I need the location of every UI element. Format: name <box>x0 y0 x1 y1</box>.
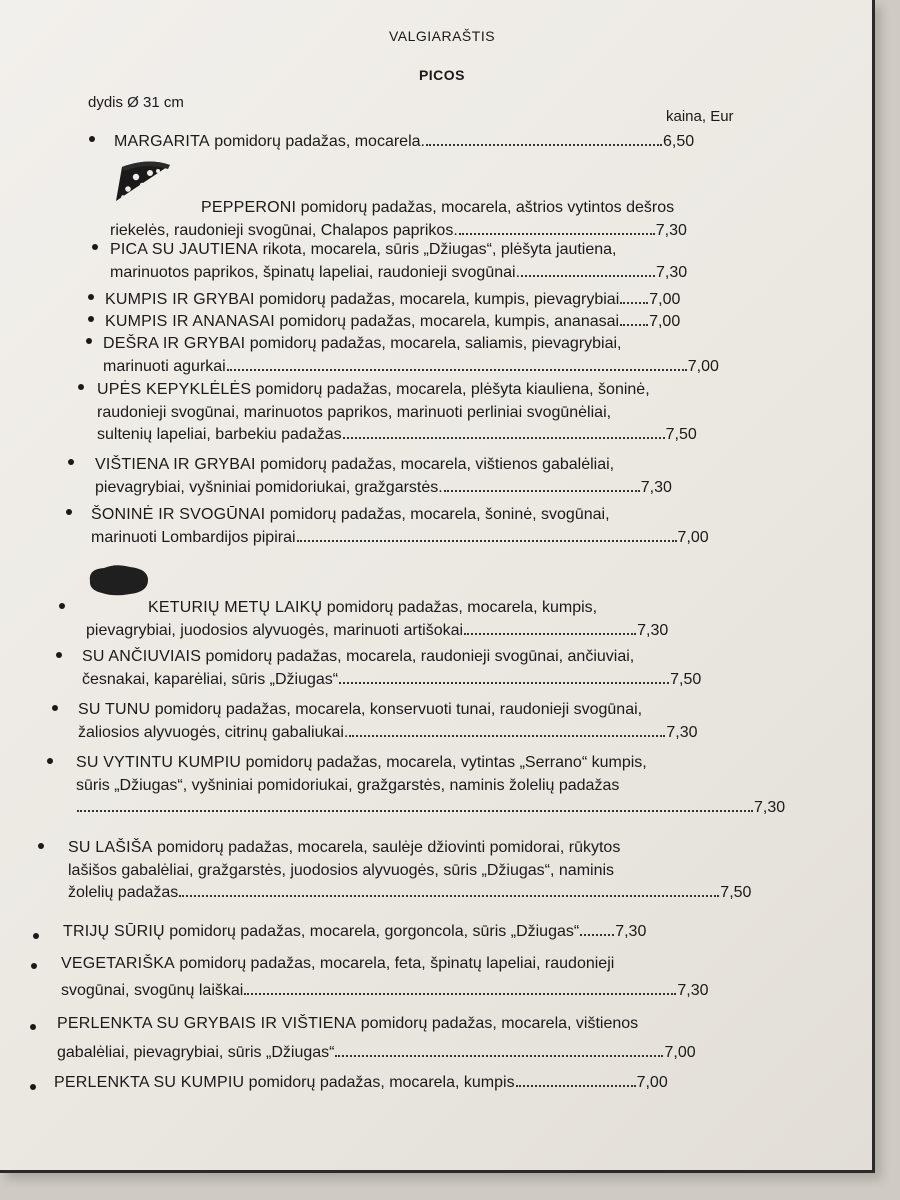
menu-item <box>78 699 698 744</box>
item-desc: marinuotos paprikos, špinatų lapeliai, raudonieji svogūnai. <box>110 263 521 281</box>
item-desc: pomidorų padažas, mocarela, saliamis, pievagrybiai, <box>249 335 622 352</box>
item-price: 7,30 <box>677 981 709 999</box>
menu-item <box>97 379 697 447</box>
menu-item <box>103 333 719 378</box>
item-desc: pomidorų padažas, mocarela, vytintas „Serrano“ kumpis, <box>245 754 647 771</box>
bullet-icon <box>33 933 39 939</box>
item-name: PEPPERONI <box>201 199 297 216</box>
item-name: KUMPIS IR GRYBAI <box>105 291 255 308</box>
item-desc: marinuoti Lombardijos pipirai <box>91 528 296 546</box>
item-price: 7,00 <box>664 1043 696 1061</box>
item-desc: pomidorų padažas, mocarela, raudonieji svogūnai, ančiuviai, <box>205 648 635 665</box>
menu-item <box>105 289 680 312</box>
item-name: PERLENKTA SU KUMPIU <box>54 1074 245 1091</box>
item-name: PERLENKTA SU GRYBAIS IR VIŠTIENA <box>57 1015 357 1032</box>
dot-leader <box>343 436 665 439</box>
bullet-icon <box>52 705 58 711</box>
dot-leader <box>620 323 648 326</box>
bullet-icon <box>30 1084 36 1090</box>
item-name: TRIJŲ SŪRIŲ <box>63 923 165 940</box>
item-price: 7,30 <box>666 723 698 741</box>
dot-leader <box>244 992 676 995</box>
menu-item <box>63 921 646 944</box>
item-price: 7,00 <box>649 313 681 330</box>
bullet-icon <box>66 509 72 515</box>
item-price: 7,50 <box>720 884 752 901</box>
menu-item <box>57 1013 696 1064</box>
item-name: KETURIŲ METŲ LAIKŲ <box>148 599 323 616</box>
item-price: 7,30 <box>754 799 786 816</box>
item-desc: pomidorų padažas, mocarela, kumpis, <box>326 599 598 616</box>
item-price: 7,50 <box>665 426 697 443</box>
section-heading: PICOS <box>418 67 466 83</box>
item-desc: pomidorų padažas, mocarela, vištienos gabalėliai, <box>260 456 615 473</box>
item-price: 6,50 <box>662 133 695 150</box>
dot-leader <box>620 301 648 304</box>
bullet-icon <box>30 1024 36 1030</box>
item-desc: pomidorų padažas, mocarela, saulėje džiovinti pomidorai, rūkytos <box>156 839 621 856</box>
dot-leader <box>297 539 677 542</box>
item-name: PICA SU JAUTIENA <box>110 241 259 258</box>
item-desc: žaliosios alyvuogės, citrinų gabaliukai. <box>78 723 349 741</box>
menu-item <box>68 837 751 905</box>
menu-item <box>95 454 672 499</box>
item-name: SU TUNU <box>78 701 151 718</box>
item-name: VIŠTIENA IR GRYBAI <box>95 456 256 473</box>
item-desc: pomidorų padažas, mocarela, kumpis, ananasai <box>279 313 620 330</box>
dot-leader <box>521 274 655 277</box>
menu-item <box>54 1072 668 1095</box>
item-desc: pomidorų padažas, mocarela, konservuoti tunai, raudonieji svogūnai, <box>154 701 643 718</box>
item-price: 7,00 <box>649 291 681 308</box>
bullet-icon <box>68 459 74 465</box>
item-desc: česnakai, kaparėliai, sūris „Džiugas“ <box>82 670 339 688</box>
item-desc: pomidorų padažas, mocarela, aštrios vytintos dešros <box>300 199 675 216</box>
item-name: UPĖS KEPYKLĖLĖS <box>97 381 252 398</box>
item-name: SU ANČIUVIAIS <box>82 648 202 665</box>
menu-item <box>61 953 708 1002</box>
item-desc: sūris „Džiugas“, vyšniniai pomidoriukai, gražgarstės, naminis žolelių padažas <box>76 776 620 794</box>
item-desc: svogūnai, svogūnų laiškai <box>61 981 244 999</box>
item-price: 7,30 <box>655 221 687 239</box>
dot-leader <box>459 232 655 235</box>
item-desc: marinuoti agurkai <box>103 357 226 375</box>
dot-leader <box>77 809 753 812</box>
dot-leader <box>426 143 662 146</box>
item-desc: pievagrybiai, vyšniniai pomidoriukai, gražgarstės. <box>95 478 443 496</box>
dot-leader <box>179 894 719 897</box>
bullet-icon <box>89 136 95 142</box>
item-desc: riekelės, raudonieji svogūnai, Chalapos paprikos. <box>110 221 458 239</box>
item-desc: gabalėliai, pievagrybiai, sūris „Džiugas“ <box>57 1043 335 1061</box>
menu-item <box>76 752 785 820</box>
menu-item <box>110 239 687 284</box>
item-desc: pomidorų padažas, mocarela, kumpis <box>248 1074 515 1091</box>
item-name: DEŠRA IR GRYBAI <box>103 335 246 352</box>
item-price: 7,00 <box>677 528 709 546</box>
bullet-icon <box>78 384 84 390</box>
item-desc: raudonieji svogūnai, marinuotos paprikos, marinuoti perliniai svogūnėliai, <box>97 403 612 421</box>
bullet-icon <box>59 603 65 609</box>
item-desc: pomidorų padažas, mocarela, šoninė, svogūnai, <box>269 506 610 523</box>
menu-title: VALGIARAŠTIS <box>388 28 496 44</box>
item-desc: pomidorų padažas, mocarela, vištienos <box>360 1015 639 1032</box>
dot-leader <box>464 632 636 635</box>
bullet-icon <box>47 758 53 764</box>
dot-leader <box>227 368 687 371</box>
item-desc: pomidorų padažas, mocarela, feta, špinatų lapeliai, raudonieji <box>174 955 615 972</box>
price-unit-label: kaina, Eur <box>666 108 734 125</box>
bullet-icon <box>38 843 44 849</box>
menu-item <box>114 131 694 154</box>
dot-leader <box>444 489 640 492</box>
bullet-icon <box>92 244 98 250</box>
bullet-icon <box>31 963 37 969</box>
menu-item <box>105 311 680 334</box>
item-price: 7,00 <box>687 357 719 375</box>
dot-leader <box>339 681 669 684</box>
bullet-icon <box>88 294 94 300</box>
item-desc: rikota, mocarela, sūris „Džiugas“, plėšyta jautiena, <box>262 241 617 258</box>
item-price: 7,30 <box>615 923 647 940</box>
dot-leader <box>516 1084 636 1087</box>
item-price: 7,00 <box>636 1074 668 1091</box>
menu-item <box>86 597 668 642</box>
dot-leader <box>335 1054 663 1057</box>
item-price: 7,30 <box>640 478 672 496</box>
item-name: SU VYTINTU KUMPIU <box>76 754 242 771</box>
item-name: KUMPIS IR ANANASAI <box>105 313 275 330</box>
bullet-icon <box>86 338 92 344</box>
item-desc: pomidorų padažas, mocarela, gorgoncola, sūris „Džiugas“ <box>169 923 580 940</box>
item-desc: lašišos gabalėliai, gražgarstės, juodosios alyvuogės, sūris „Džiugas“, naminis <box>68 861 615 879</box>
menu-item <box>91 504 709 549</box>
menu-item <box>110 197 687 242</box>
item-price: 7,30 <box>656 263 688 281</box>
item-name: ŠONINĖ IR SVOGŪNAI <box>91 506 266 523</box>
item-desc: žolelių padažas <box>68 884 179 901</box>
bullet-icon <box>56 652 62 658</box>
item-name: VEGETARIŠKA <box>61 955 175 972</box>
item-desc: pomidorų padažas, mocarela. <box>214 133 425 150</box>
menu-item <box>82 646 701 691</box>
item-price: 7,50 <box>670 670 702 688</box>
item-desc: pomidorų padažas, mocarela, kumpis, pievagrybiai <box>259 291 620 308</box>
size-note: dydis Ø 31 cm <box>88 94 184 111</box>
bullet-icon <box>88 316 94 322</box>
item-desc: pievagrybiai, juodosios alyvuogės, marinuoti artišokai <box>86 621 464 639</box>
dot-leader <box>349 734 665 737</box>
item-desc: sultenių lapeliai, barbekiu padažas <box>97 426 342 443</box>
item-desc: pomidorų padažas, mocarela, plėšyta kiauliena, šoninė, <box>255 381 650 398</box>
item-price: 7,30 <box>637 621 669 639</box>
item-name: MARGARITA <box>114 133 210 150</box>
item-name: SU LAŠIŠA <box>68 839 153 856</box>
dot-leader <box>580 933 614 936</box>
